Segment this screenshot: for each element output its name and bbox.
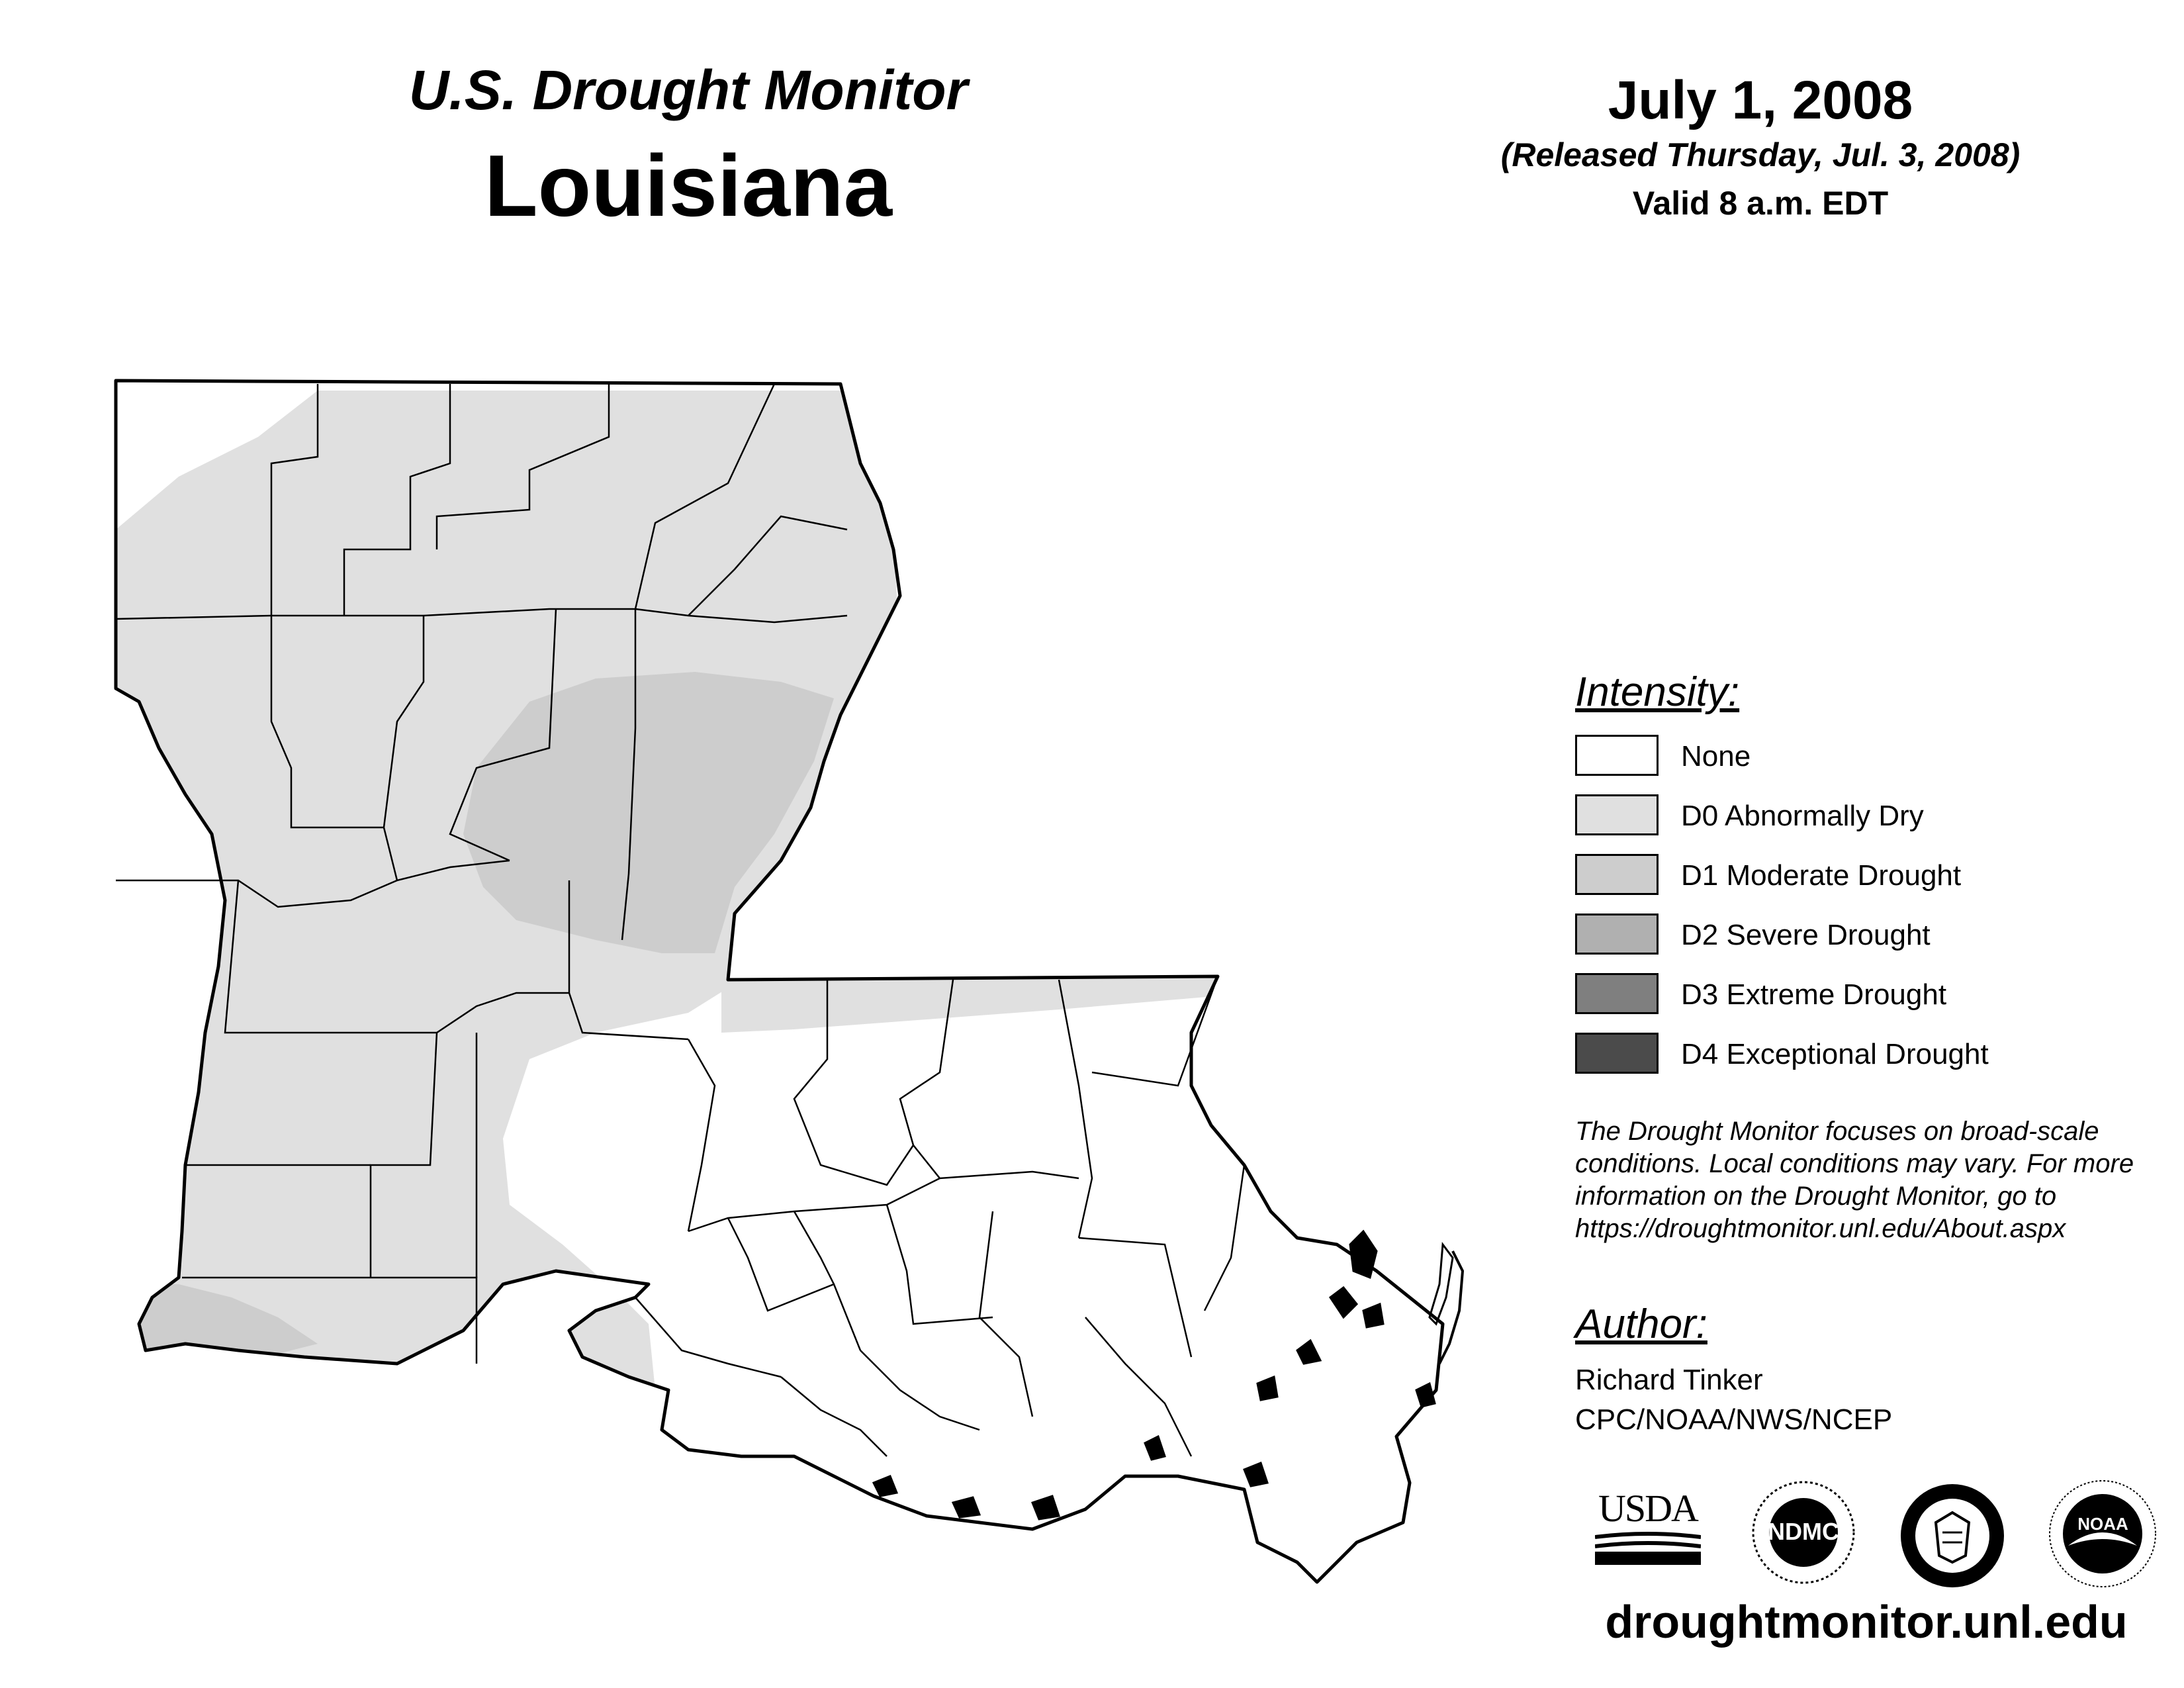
usda-logo-stripes xyxy=(1595,1530,1701,1567)
disclaimer-text xyxy=(1575,1115,2171,1245)
disclaimer-line: https://droughtmonitor.unl.edu/About.aspx xyxy=(1575,1214,2066,1243)
legend-label: None xyxy=(1681,740,1751,773)
ndmc-logo xyxy=(1751,1479,1856,1585)
legend-swatch xyxy=(1575,1033,1659,1074)
disclaimer-line: conditions. Local conditions may vary. For more xyxy=(1575,1149,2134,1178)
usda-logo-text: USDA xyxy=(1598,1487,1698,1530)
commerce-seal-icon xyxy=(1899,1483,2005,1589)
legend-swatch xyxy=(1575,794,1659,835)
legend-swatch xyxy=(1575,973,1659,1014)
noaa-logo-text: NOAA xyxy=(2077,1514,2128,1534)
legend-label: D2 Severe Drought xyxy=(1681,919,1931,951)
legend-label: D0 Abnormally Dry xyxy=(1681,800,1924,832)
noaa-logo xyxy=(2048,1479,2158,1589)
valid-time: Valid 8 a.m. EDT xyxy=(1632,185,1889,222)
legend-swatch xyxy=(1575,735,1659,776)
release-date: (Released Thursday, Jul. 3, 2008) xyxy=(1500,136,2021,173)
author-name: Richard Tinker xyxy=(1575,1364,1763,1396)
ndmc-logo-text: NDMC xyxy=(1768,1518,1839,1545)
legend-title: Intensity: xyxy=(1575,669,1740,715)
usda-logo xyxy=(1595,1486,1701,1566)
legend-label: D3 Extreme Drought xyxy=(1681,978,1947,1011)
author-heading: Author: xyxy=(1575,1301,1707,1347)
legend-label: D4 Exceptional Drought xyxy=(1681,1038,1989,1070)
disclaimer-line: information on the Drought Monitor, go to xyxy=(1575,1182,2057,1211)
department-of-commerce-seal xyxy=(1899,1483,2005,1589)
author-organization: CPC/NOAA/NWS/NCEP xyxy=(1575,1403,1893,1436)
legend-swatch xyxy=(1575,854,1659,895)
legend-swatch xyxy=(1575,914,1659,955)
disclaimer-line: The Drought Monitor focuses on broad-scale xyxy=(1575,1117,2099,1146)
website-url[interactable]: droughtmonitor.unl.edu xyxy=(1605,1596,2128,1648)
state-title: Louisiana xyxy=(484,137,893,234)
legend-label: D1 Moderate Drought xyxy=(1681,859,1962,892)
map-subtitle: U.S. Drought Monitor xyxy=(408,59,968,121)
map-date: July 1, 2008 xyxy=(1608,70,1913,130)
